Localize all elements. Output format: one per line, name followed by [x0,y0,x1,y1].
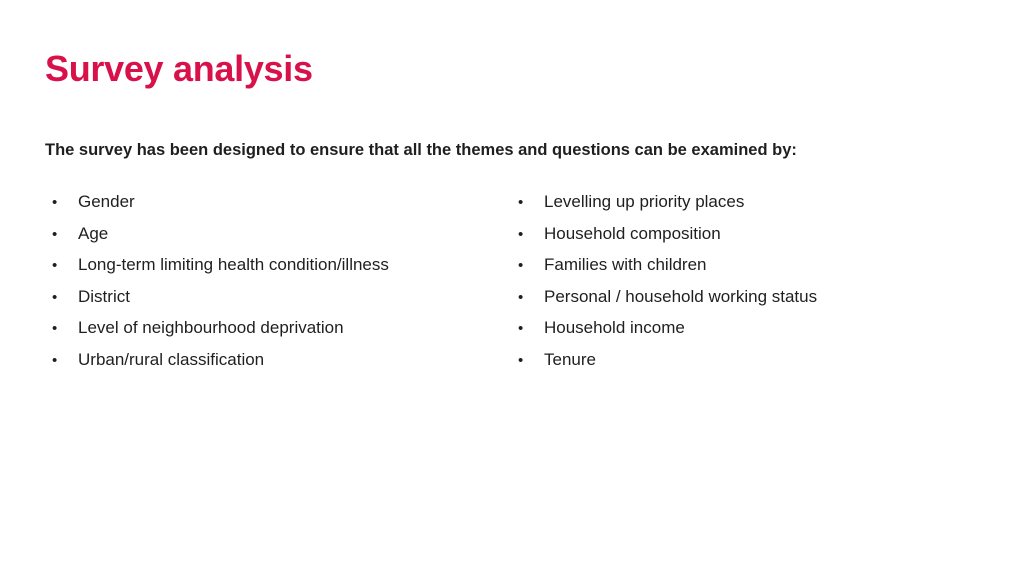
list-item-label: Levelling up priority places [544,192,745,211]
list-item-label: Age [78,223,109,243]
bullet-icon: • [518,225,524,243]
list-item-label: District [78,286,130,306]
bullet-icon: • [518,194,524,211]
list-item-label: Long-term limiting health condition/illness [78,255,389,275]
bullet-icon: • [518,257,524,275]
bullet-icon: • [52,194,58,211]
bullet-icon: • [518,288,524,306]
right-bullet-list [518,192,817,382]
list-item-label: Tenure [544,349,596,369]
bullet-icon: • [518,320,524,338]
list-item-label: Personal / household working status [544,286,818,306]
list-item [52,287,389,319]
list-item-label: Household composition [544,223,721,243]
bullet-icon: • [52,225,58,243]
bullet-icon: • [52,257,58,275]
list-item-label: Families with children [544,255,707,275]
list-item [52,318,389,350]
list-item-label: Level of neighbourhood deprivation [78,318,344,338]
list-item [518,287,817,319]
list-item [52,255,389,287]
list-item [518,350,817,382]
list-item-label: Household income [544,318,685,338]
bullet-icon: • [52,288,58,306]
list-item-label: Gender [78,192,135,211]
list-item [518,192,817,224]
list-item-label: Urban/rural classification [78,349,265,369]
list-item [52,192,389,224]
left-bullet-list [52,192,389,382]
list-item [518,318,817,350]
list-item [52,224,389,256]
slide-subtitle: The survey has been designed to ensure that all the themes and questions can be examined by: [45,141,797,159]
list-item [518,255,817,287]
list-item [52,350,389,382]
list-item [518,224,817,256]
bullet-icon: • [52,351,58,369]
bullet-icon: • [52,320,58,338]
slide-title: Survey analysis [45,48,313,89]
bullet-icon: • [518,351,524,369]
